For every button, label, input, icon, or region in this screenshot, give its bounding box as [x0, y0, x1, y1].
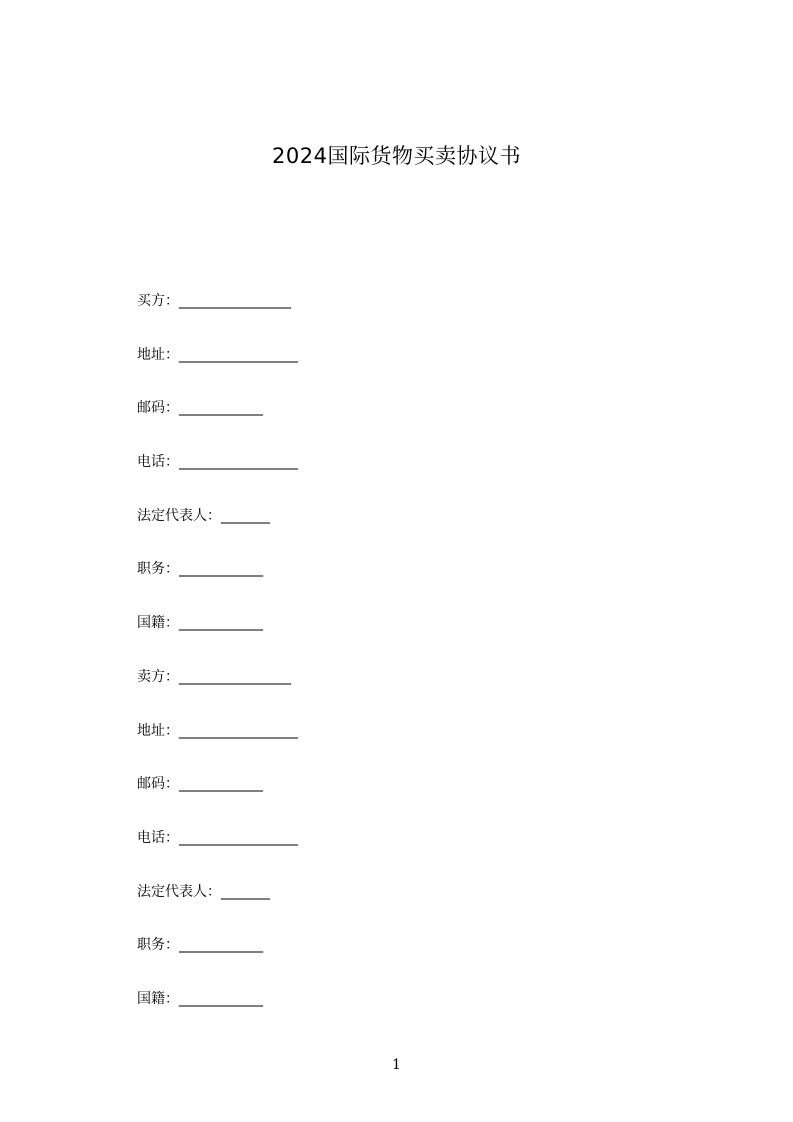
- field-buyer-legal-rep: [137, 503, 657, 557]
- blank-line: ____________: [179, 400, 263, 417]
- field-buyer-address: [137, 342, 657, 396]
- blank-line: ____________: [179, 615, 263, 632]
- field-buyer-phone: [137, 449, 657, 503]
- field-seller-postcode: [137, 771, 657, 825]
- field-seller-nationality: [137, 986, 657, 1040]
- field-seller-address: [137, 718, 657, 772]
- page-number: 1: [392, 1057, 401, 1073]
- field-label: 法定代表人：: [137, 883, 221, 900]
- field-label: 邮码：: [137, 776, 179, 793]
- field-label: 邮码：: [137, 400, 179, 417]
- blank-line: _________________: [179, 454, 298, 471]
- blank-line: ________________: [179, 293, 291, 309]
- field-label: 卖方：: [137, 668, 179, 685]
- field-seller: [137, 664, 657, 718]
- blank-line: ____________: [179, 776, 263, 793]
- field-buyer-nationality: [137, 610, 657, 664]
- field-seller-position: [137, 932, 657, 986]
- blank-line: _________________: [179, 829, 298, 846]
- field-label: 电话：: [137, 454, 179, 471]
- blank-line: _______: [221, 507, 270, 524]
- field-buyer: [137, 288, 657, 342]
- blank-line: _________________: [179, 722, 298, 739]
- blank-line: ____________: [179, 990, 263, 1007]
- field-label: 买方：: [137, 293, 179, 309]
- blank-line: _______: [221, 883, 270, 900]
- blank-line: _________________: [179, 346, 298, 363]
- field-label: 国籍：: [137, 990, 179, 1007]
- field-buyer-postcode: [137, 395, 657, 449]
- blank-line: ____________: [179, 561, 263, 578]
- field-label: 职务：: [137, 561, 179, 578]
- field-label: 电话：: [137, 829, 179, 846]
- blank-line: ________________: [179, 668, 291, 685]
- field-label: 国籍：: [137, 615, 179, 632]
- field-buyer-position: [137, 556, 657, 610]
- blank-line: ____________: [179, 937, 263, 954]
- field-seller-phone: [137, 825, 657, 879]
- field-label: 地址：: [137, 346, 179, 363]
- field-label: 职务：: [137, 937, 179, 954]
- field-label: 法定代表人：: [137, 507, 221, 524]
- party-fields: [137, 288, 657, 1040]
- field-label: 地址：: [137, 722, 179, 739]
- field-seller-legal-rep: [137, 879, 657, 933]
- document-title: 2024国际货物买卖协议书: [272, 144, 521, 168]
